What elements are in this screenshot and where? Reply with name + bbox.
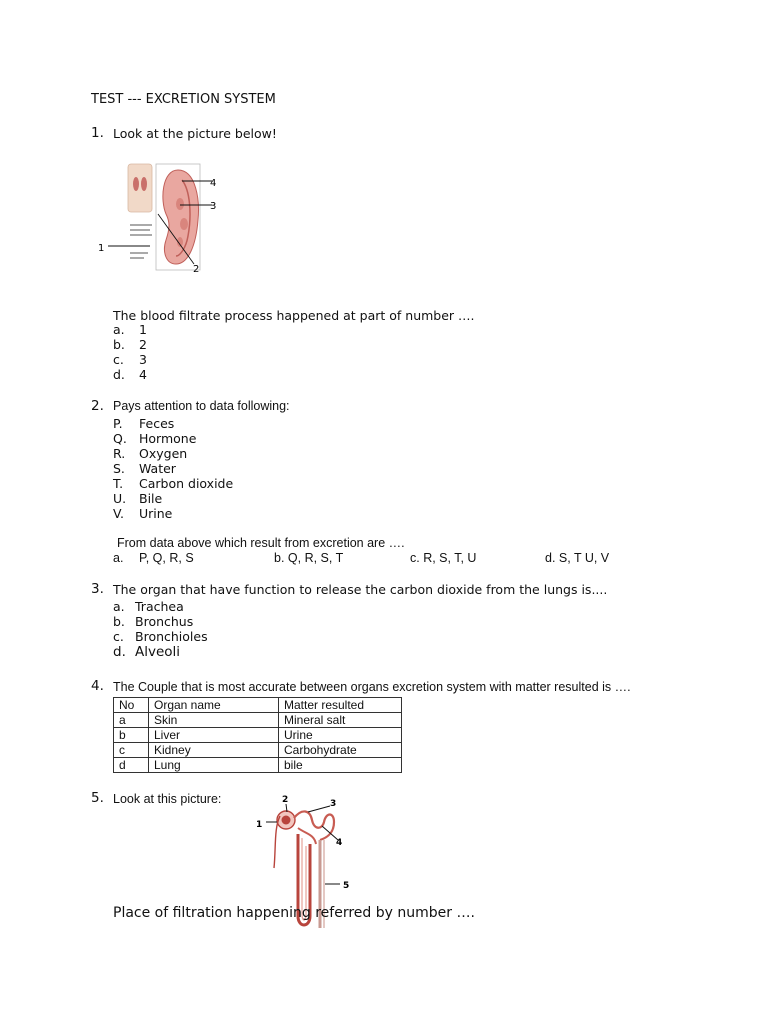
q3-option-d[interactable]: d. Alveoli xyxy=(113,644,181,660)
q4-text: The Couple that is most accurate between organs excretion system with matter resulted is …. xyxy=(113,680,631,694)
q1-option-d[interactable]: d. 4 xyxy=(113,367,147,382)
table-row xyxy=(114,713,402,728)
table-cell: Lung xyxy=(149,758,279,773)
q2-option-a[interactable]: a. P, Q, R, S xyxy=(113,551,194,565)
q5-text: Look at this picture: xyxy=(113,792,222,806)
q2-item-s: S. Water xyxy=(113,461,176,476)
q5-figure-label-4: 4 xyxy=(336,838,343,848)
table-cell: c xyxy=(114,743,149,758)
q2-item-v: V. Urine xyxy=(113,506,173,521)
q1-option-a[interactable]: a. 1 xyxy=(113,322,147,337)
q2-item-r: R. Oxygen xyxy=(113,446,188,461)
q2-question: From data above which result from excretion are …. xyxy=(117,536,405,550)
q3-options xyxy=(113,599,208,661)
q1-figure-label-4: 4 xyxy=(210,178,217,189)
q5-number: 5. xyxy=(91,790,104,806)
q1-number: 1. xyxy=(91,125,104,141)
table-header-row xyxy=(114,698,402,713)
q2-item-u: U. Bile xyxy=(113,491,163,506)
q2-number: 2. xyxy=(91,398,104,414)
q5-figure-label-1: 1 xyxy=(256,820,263,830)
q3-option-b[interactable]: b. Bronchus xyxy=(113,614,194,629)
q2-item-q: Q. Hormone xyxy=(113,431,197,446)
table-cell: bile xyxy=(279,758,402,773)
q1-options xyxy=(113,322,147,382)
table-cell: Skin xyxy=(149,713,279,728)
q5-question: Place of filtration happening referred by number …. xyxy=(113,905,475,921)
table-cell: Urine xyxy=(279,728,402,743)
q1-figure-label-1: 1 xyxy=(98,243,105,254)
q2-text: Pays attention to data following: xyxy=(113,399,290,413)
q2-option-c[interactable]: c. R, S, T, U xyxy=(410,551,477,565)
q3-option-a[interactable]: a. Trachea xyxy=(113,599,184,614)
q1-question: The blood filtrate process happened at part of number …. xyxy=(113,308,475,323)
table-cell: d xyxy=(114,758,149,773)
table-header-cell: Matter resulted xyxy=(279,698,402,713)
q2-item-t: T. Carbon dioxide xyxy=(113,476,234,491)
q4-number: 4. xyxy=(91,678,104,694)
q5-figure-label-5: 5 xyxy=(343,881,350,891)
table-row xyxy=(114,758,402,773)
organ-matter-table xyxy=(113,697,402,773)
kidney-figure xyxy=(96,160,226,278)
table-cell: Liver xyxy=(149,728,279,743)
q3-text: The organ that have function to release the carbon dioxide from the lungs is.... xyxy=(113,582,608,597)
page-title: TEST --- EXCRETION SYSTEM xyxy=(91,92,276,107)
table-header-cell: No xyxy=(114,698,149,713)
table-row xyxy=(114,743,402,758)
q2-option-b[interactable]: b. Q, R, S, T xyxy=(274,551,344,565)
q1-option-b[interactable]: b. 2 xyxy=(113,337,147,352)
q1-option-c[interactable]: c. 3 xyxy=(113,352,147,367)
table-cell: Carbohydrate xyxy=(279,743,402,758)
table-cell: Kidney xyxy=(149,743,279,758)
q3-number: 3. xyxy=(91,581,104,597)
table-row xyxy=(114,728,402,743)
q2-option-d[interactable]: d. S, T U, V xyxy=(545,551,610,565)
q5-figure-label-2: 2 xyxy=(282,795,289,805)
q2-items xyxy=(113,416,233,521)
q1-text: Look at the picture below! xyxy=(113,126,277,141)
q1-figure-label-2: 2 xyxy=(193,264,200,275)
table-cell: Mineral salt xyxy=(279,713,402,728)
table-cell: a xyxy=(114,713,149,728)
q5-figure-label-3: 3 xyxy=(330,799,337,809)
q3-option-c[interactable]: c. Bronchioles xyxy=(113,629,208,644)
table-cell: b xyxy=(114,728,149,743)
q2-item-p: P. Feces xyxy=(113,416,175,431)
table-header-cell: Organ name xyxy=(149,698,279,713)
q1-figure-label-3: 3 xyxy=(210,201,217,212)
